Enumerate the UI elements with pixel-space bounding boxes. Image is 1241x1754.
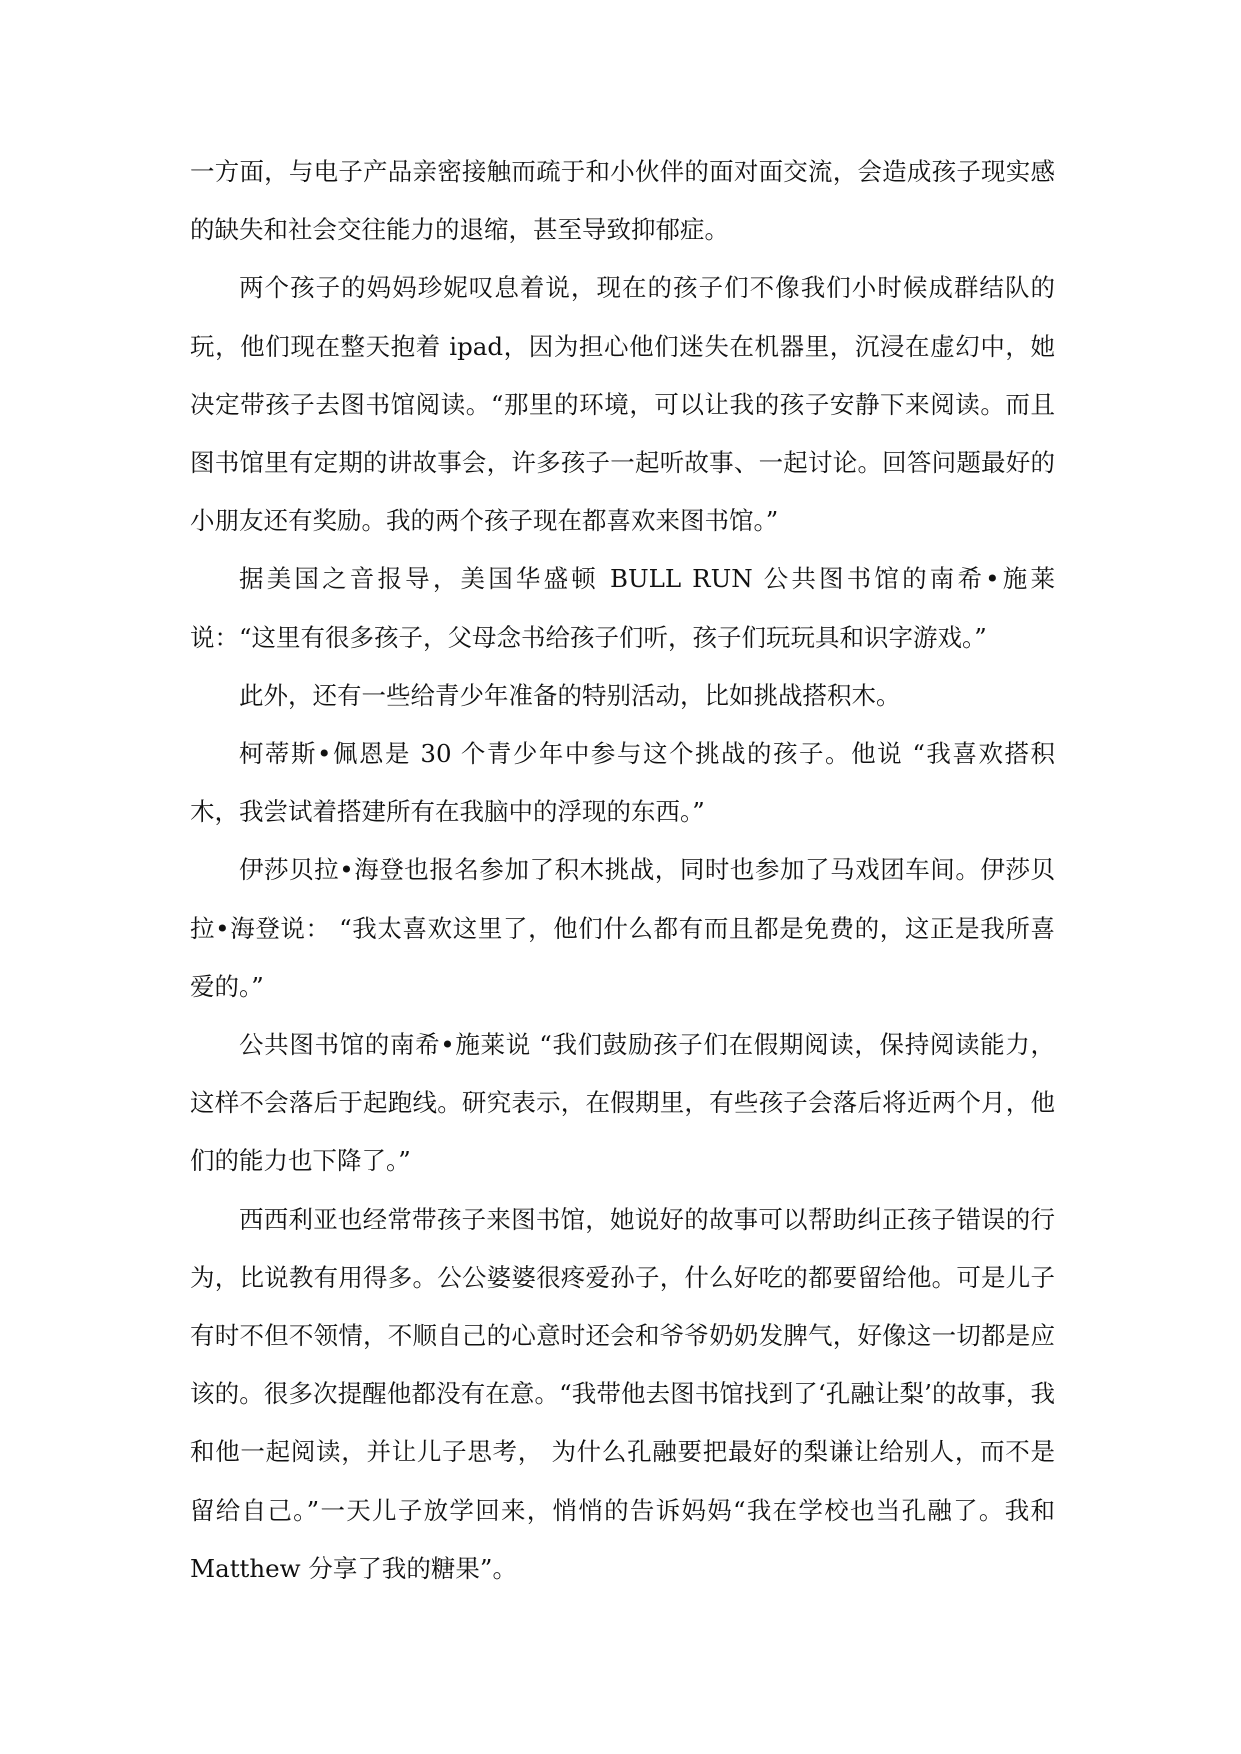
paragraph: 据美国之音报导，美国华盛顿 BULL RUN 公共图书馆的南希•施莱说：“这里有很多孩子，父母念书给孩子们听，孩子们玩玩具和识字游戏。” [190, 564, 1055, 652]
paragraph: 西西利亚也经常带孩子来图书馆，她说好的故事可以帮助纠正孩子错误的行为，比说教有用得多。公公婆婆很疼爱孙子，什么好吃的都要留给他。可是儿子有时不但不领情，不顺自己的心意时还会和爷爷奶奶发脾气，好像这一切都是应该的。很多次提醒他都没有在意。“我带他去图书馆找到了‘孔融让梨’的故事，我和他一起阅读，并让儿子思考， 为什么孔融要把最好的梨谦让给别人，而不是留给自己。”一天儿子放学回来，悄悄的告诉妈妈“我在学校也当孔融了。我和 Matthew 分享了我的糖果”。 [190, 1204, 1055, 1583]
document-body [190, 143, 1055, 1598]
paragraph: 两个孩子的妈妈珍妮叹息着说，现在的孩子们不像我们小时候成群结队的玩，他们现在整天抱着 ipad，因为担心他们迷失在机器里，沉浸在虚幻中，她决定带孩子去图书馆阅读。“那里的环境，可以让我的孩子安静下来阅读。而且图书馆里有定期的讲故事会，许多孩子一起听故事、一起讨论。回答问题最好的小朋友还有奖励。我的两个孩子现在都喜欢来图书馆。” [190, 273, 1055, 536]
paragraph: 伊莎贝拉•海登也报名参加了积木挑战，同时也参加了马戏团车间。伊莎贝拉•海登说： “我太喜欢这里了，他们什么都有而且都是免费的，这正是我所喜爱的。” [190, 855, 1055, 1001]
paragraph: 柯蒂斯•佩恩是 30 个青少年中参与这个挑战的孩子。他说 “我喜欢搭积木，我尝试着搭建所有在我脑中的浮现的东西。” [190, 739, 1055, 827]
paragraph: 公共图书馆的南希•施莱说 “我们鼓励孩子们在假期阅读，保持阅读能力，这样不会落后于起跑线。研究表示，在假期里，有些孩子会落后将近两个月，他们的能力也下降了。” [190, 1030, 1055, 1176]
paragraph: 此外，还有一些给青少年准备的特别活动，比如挑战搭积木。 [239, 680, 901, 710]
paragraph: 一方面，与电子产品亲密接触而疏于和小伙伴的面对面交流，会造成孩子现实感的缺失和社会交往能力的退缩，甚至导致抑郁症。 [190, 157, 1055, 245]
